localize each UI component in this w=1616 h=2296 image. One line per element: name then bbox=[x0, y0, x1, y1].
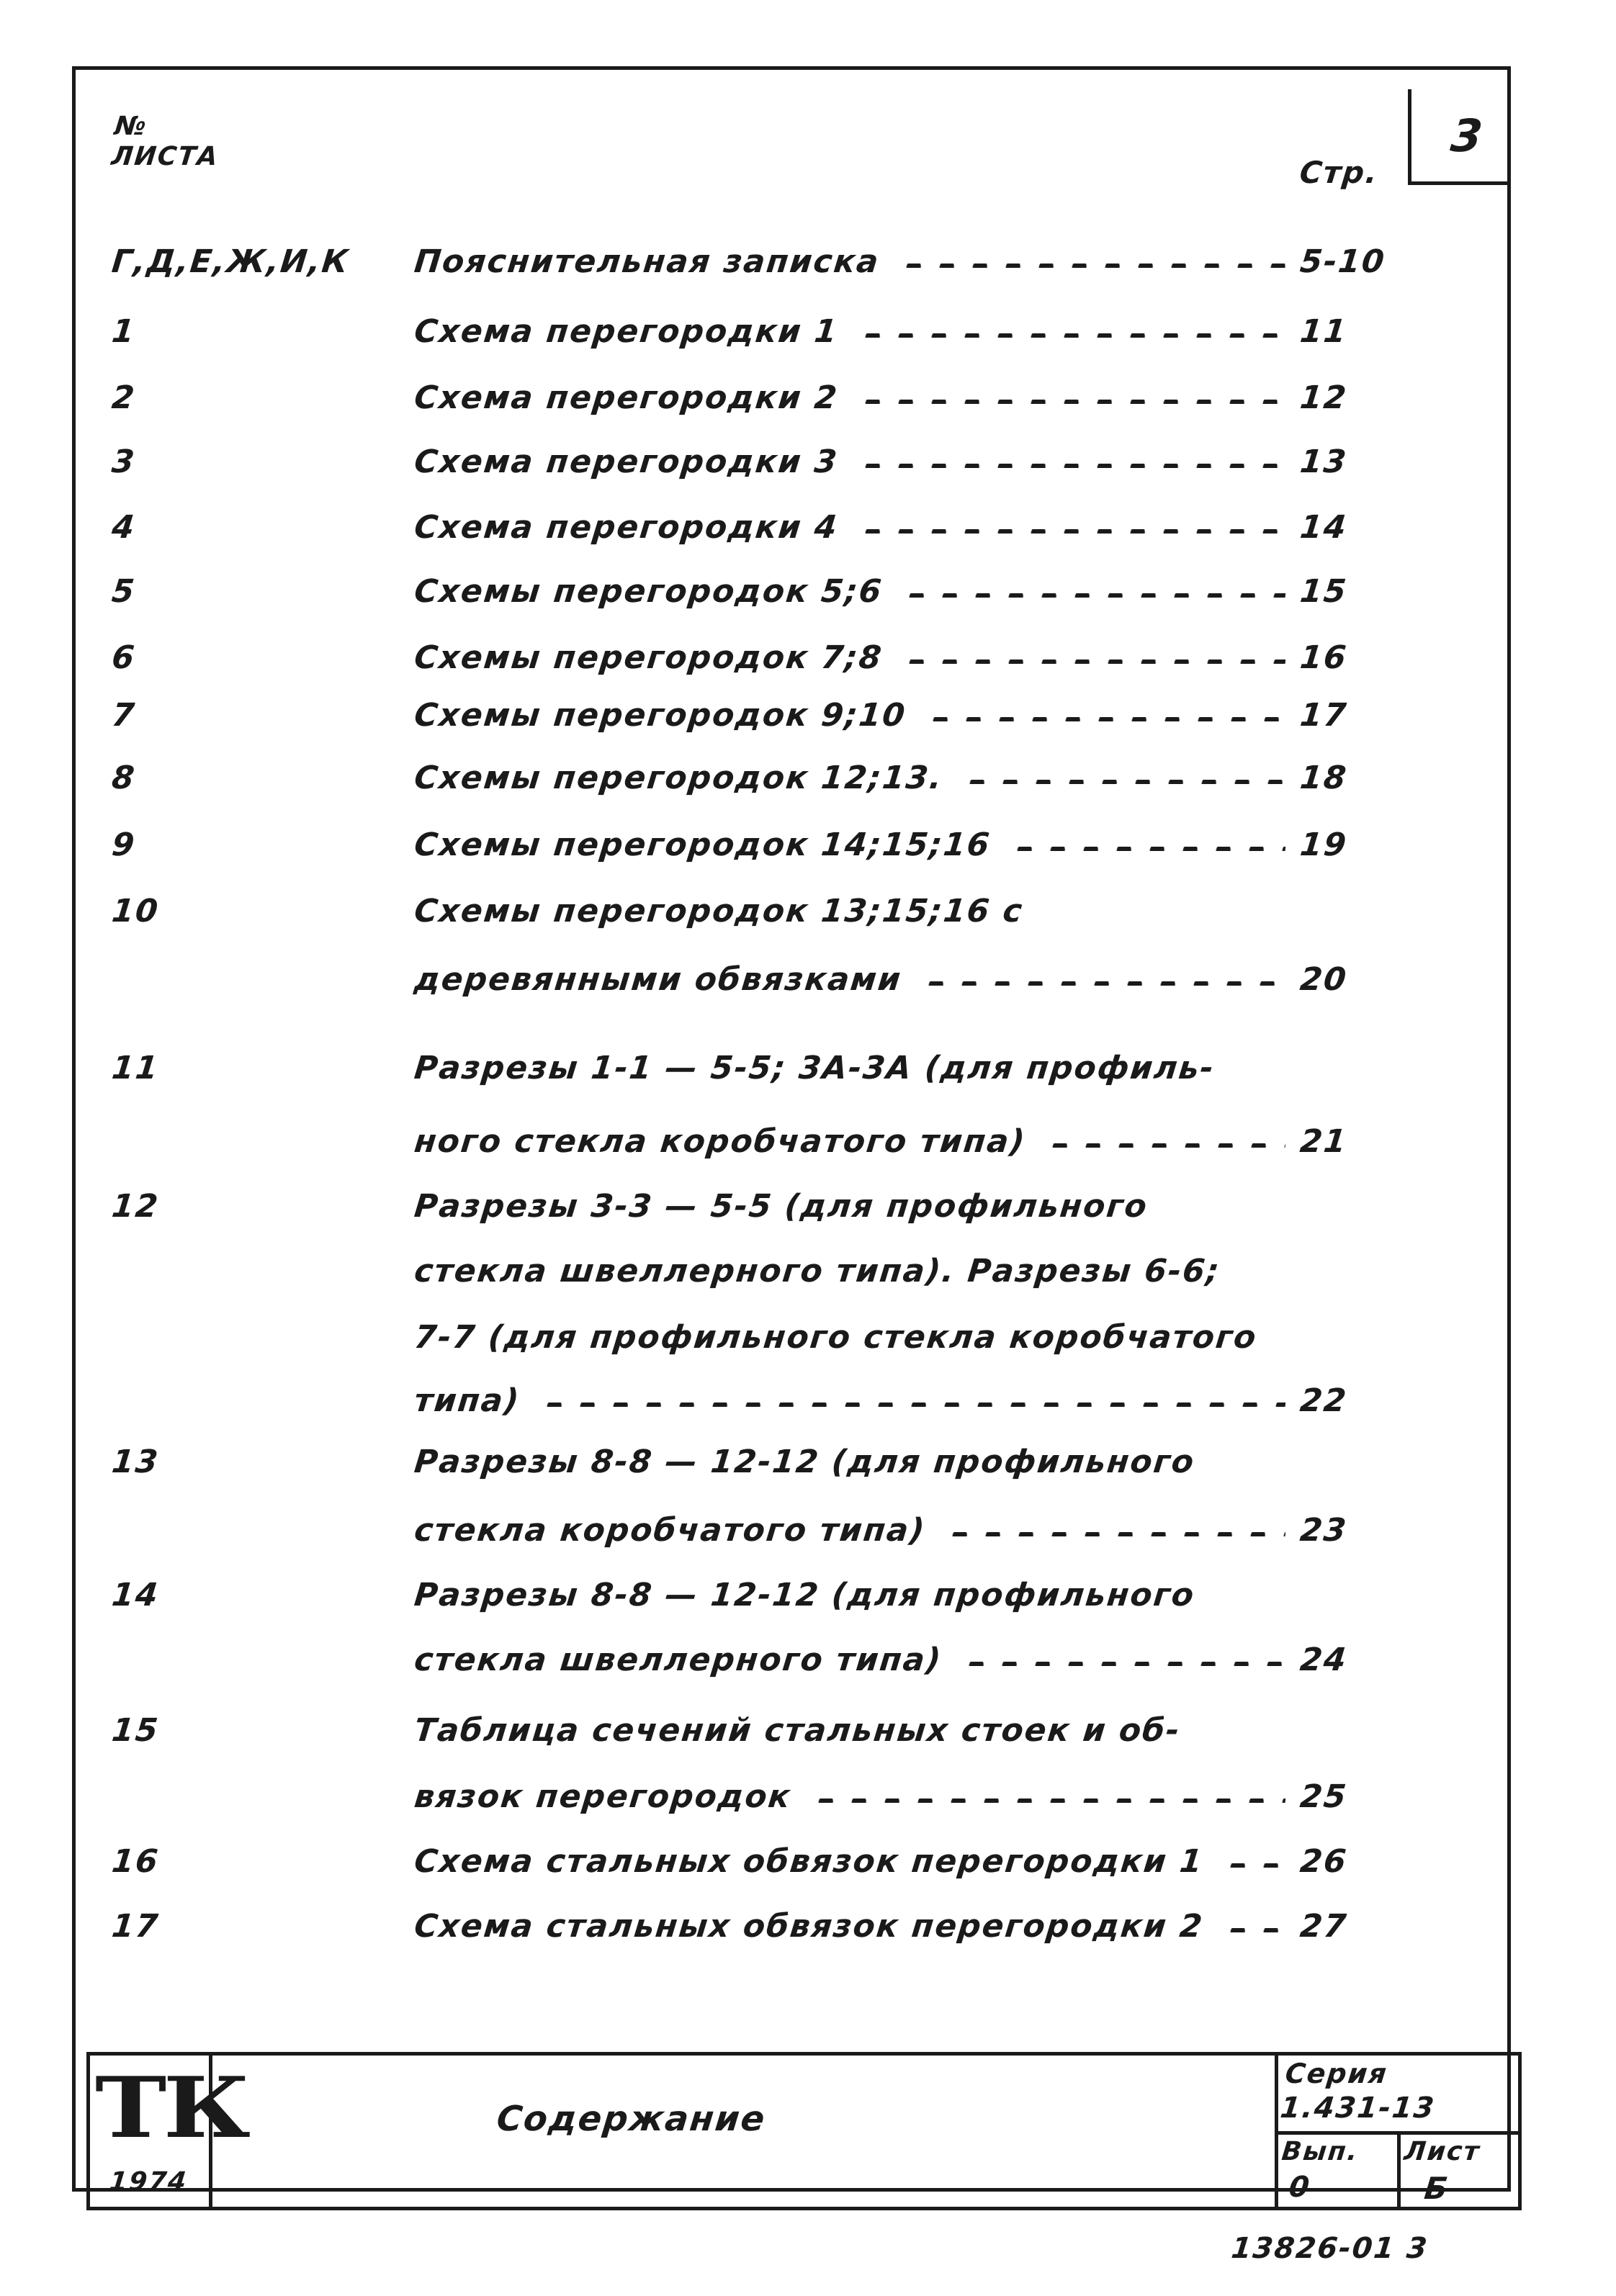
contents-title: Схема перегородки 4 bbox=[412, 509, 840, 546]
contents-row bbox=[0, 1444, 1616, 1487]
contents-title: стекла швеллерного типа) bbox=[412, 1642, 944, 1678]
leader-dots bbox=[809, 1798, 1285, 1803]
page-reference: 24 bbox=[1298, 1642, 1350, 1678]
leader-dots bbox=[1008, 847, 1285, 851]
sheet-number: 2 bbox=[109, 379, 138, 416]
sheet-number: 15 bbox=[109, 1712, 161, 1749]
contents-title: Таблица сечений стальных стоек и об- bbox=[412, 1712, 1183, 1749]
contents-title: Схемы перегородок 7;8 bbox=[412, 639, 885, 676]
sheet-number-label-2: ЛИСТА bbox=[109, 142, 220, 171]
issue-label: Вып. bbox=[1280, 2137, 1360, 2166]
contents-title: Схема стальных обвязок перегородки 1 bbox=[412, 1843, 1206, 1880]
sheet-number: 3 bbox=[109, 444, 138, 480]
contents-title: деревянными обвязками bbox=[412, 961, 904, 998]
page-reference: 22 bbox=[1298, 1382, 1350, 1419]
contents-title: Разрезы 1-1 — 5-5; 3А-3А (для профиль- bbox=[412, 1050, 1217, 1086]
contents-title: Схемы перегородок 13;15;16 с bbox=[412, 893, 1025, 929]
page-reference: 19 bbox=[1298, 827, 1350, 863]
leader-dots bbox=[856, 529, 1285, 534]
page-reference: 23 bbox=[1298, 1512, 1350, 1549]
contents-row bbox=[0, 1642, 1616, 1685]
contents-row bbox=[0, 760, 1616, 803]
sheet-number: 6 bbox=[109, 639, 138, 676]
contents-title: ного стекла коробчатого типа) bbox=[412, 1123, 1028, 1160]
sheet-number: 1 bbox=[109, 313, 138, 350]
page-reference: 5-10 bbox=[1298, 243, 1388, 280]
leader-dots bbox=[856, 464, 1285, 468]
page-number-box bbox=[1408, 89, 1511, 185]
sheet-number: 4 bbox=[109, 509, 138, 546]
leader-dots bbox=[919, 981, 1285, 986]
contents-row bbox=[0, 827, 1616, 870]
page-reference: 13 bbox=[1298, 444, 1350, 480]
contents-title: Схема стальных обвязок перегородки 2 bbox=[412, 1908, 1206, 1945]
sheet-number: 17 bbox=[109, 1908, 161, 1945]
contents-title: стекла швеллерного типа). Разрезы 6-6; bbox=[412, 1253, 1223, 1289]
contents-title: вязок перегородок bbox=[412, 1778, 794, 1815]
contents-title: Схема перегородки 3 bbox=[412, 444, 840, 480]
page-reference: 18 bbox=[1298, 760, 1350, 796]
year: 1974 bbox=[107, 2167, 189, 2197]
series-label: Серия bbox=[1283, 2058, 1390, 2089]
sheet-number: 8 bbox=[109, 760, 138, 796]
leader-dots bbox=[943, 1532, 1285, 1536]
contents-row bbox=[0, 697, 1616, 740]
contents-title: Схемы перегородок 9;10 bbox=[412, 697, 908, 734]
leader-dots bbox=[1043, 1143, 1285, 1148]
leader-dots bbox=[856, 400, 1285, 404]
contents-title: Схемы перегородок 14;15;16 bbox=[412, 827, 993, 863]
contents-title: Схема перегородки 2 bbox=[412, 379, 840, 416]
series-value: 1.431-13 bbox=[1278, 2092, 1437, 2125]
contents-row bbox=[0, 639, 1616, 683]
contents-row bbox=[0, 313, 1616, 356]
leader-dots bbox=[897, 264, 1285, 268]
page-reference: 21 bbox=[1298, 1123, 1350, 1160]
sheet-number-label-1: № bbox=[113, 112, 149, 141]
page-reference: 15 bbox=[1298, 573, 1350, 610]
contents-row bbox=[0, 1050, 1616, 1093]
page-reference: 17 bbox=[1298, 697, 1350, 734]
page-reference: 27 bbox=[1298, 1908, 1350, 1945]
contents-title: 7-7 (для профильного стекла коробчатого bbox=[412, 1319, 1260, 1356]
tk-logo: ТК bbox=[95, 2059, 248, 2157]
contents-row bbox=[0, 1908, 1616, 1951]
title-block-divider bbox=[1397, 2131, 1401, 2210]
contents-title: Схема перегородки 1 bbox=[412, 313, 840, 350]
sheet-number: 14 bbox=[109, 1577, 161, 1613]
page-reference: 26 bbox=[1298, 1843, 1350, 1880]
page-reference: 25 bbox=[1298, 1778, 1350, 1815]
page-reference: 16 bbox=[1298, 639, 1350, 676]
leader-dots bbox=[1221, 1863, 1285, 1868]
leader-dots bbox=[856, 333, 1285, 338]
contents-row bbox=[0, 444, 1616, 487]
contents-title: Пояснительная записка bbox=[412, 243, 881, 280]
contents-row bbox=[0, 1188, 1616, 1231]
contents-row bbox=[0, 1123, 1616, 1166]
contents-row bbox=[0, 243, 1616, 287]
contents-title: Схемы перегородок 5;6 bbox=[412, 573, 885, 610]
sheet-number: 5 bbox=[109, 573, 138, 610]
contents-title: Разрезы 8-8 — 12-12 (для профильного bbox=[412, 1444, 1197, 1480]
page-reference: 14 bbox=[1298, 509, 1350, 546]
sheet-number: 16 bbox=[109, 1843, 161, 1880]
sheet-number-header bbox=[110, 112, 224, 172]
page-column-header: Стр. bbox=[1298, 155, 1381, 190]
contents-row bbox=[0, 1382, 1616, 1426]
leader-dots bbox=[923, 717, 1285, 721]
contents-row bbox=[0, 1577, 1616, 1620]
contents-title: Разрезы 8-8 — 12-12 (для профильного bbox=[412, 1577, 1197, 1613]
contents-row bbox=[0, 1843, 1616, 1886]
contents-row bbox=[0, 1778, 1616, 1822]
leader-dots bbox=[961, 780, 1285, 784]
leader-dots bbox=[1221, 1928, 1285, 1932]
page-reference: 11 bbox=[1298, 313, 1350, 350]
issue-value: 0 bbox=[1287, 2171, 1313, 2204]
sheet-value: Б bbox=[1422, 2171, 1451, 2206]
contents-row bbox=[0, 509, 1616, 552]
contents-title: Разрезы 3-3 — 5-5 (для профильного bbox=[412, 1188, 1150, 1225]
contents-row bbox=[0, 573, 1616, 616]
document-title: Содержание bbox=[495, 2099, 768, 2139]
sheet-label: Лист bbox=[1402, 2137, 1482, 2166]
page-reference: 12 bbox=[1298, 379, 1350, 416]
contents-row bbox=[0, 961, 1616, 1004]
contents-title: стекла коробчатого типа) bbox=[412, 1512, 928, 1549]
leader-dots bbox=[537, 1403, 1285, 1407]
leader-dots bbox=[959, 1662, 1285, 1666]
contents-row bbox=[0, 379, 1616, 423]
sheet-number: 7 bbox=[109, 697, 138, 734]
sheet-number: Г,Д,Е,Ж,И,К bbox=[109, 243, 351, 280]
page-number: 3 bbox=[1448, 109, 1486, 162]
contents-row bbox=[0, 1512, 1616, 1555]
contents-row bbox=[0, 1712, 1616, 1755]
sheet-number: 9 bbox=[109, 827, 138, 863]
sheet-number: 13 bbox=[109, 1444, 161, 1480]
contents-row bbox=[0, 893, 1616, 936]
leader-dots bbox=[900, 593, 1285, 598]
sheet-number: 10 bbox=[109, 893, 161, 929]
archive-stamp: 13826-01 3 bbox=[1229, 2232, 1430, 2265]
page-reference: 20 bbox=[1298, 961, 1350, 998]
contents-row bbox=[0, 1319, 1616, 1362]
leader-dots bbox=[900, 659, 1285, 664]
contents-row bbox=[0, 1253, 1616, 1296]
sheet-number: 12 bbox=[109, 1188, 161, 1225]
contents-title: Схемы перегородок 12;13. bbox=[412, 760, 945, 796]
sheet-number: 11 bbox=[109, 1050, 161, 1086]
contents-title: типа) bbox=[412, 1382, 522, 1419]
